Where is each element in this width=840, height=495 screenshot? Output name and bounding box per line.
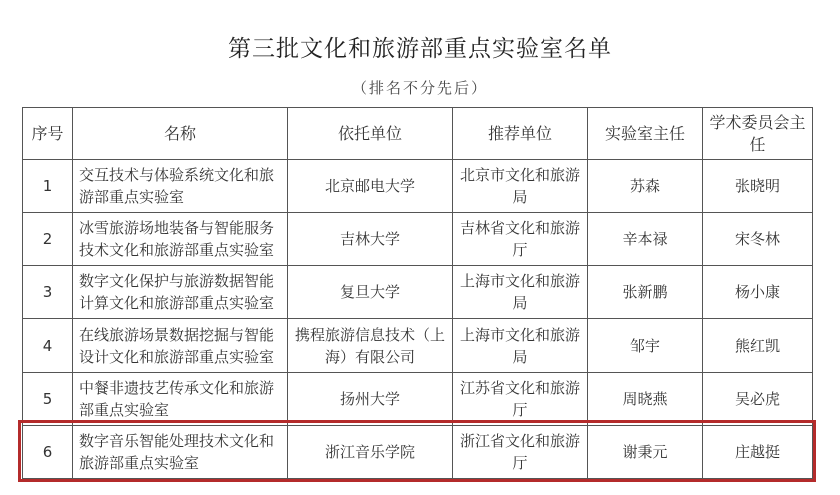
cell-director: 张新鹏 [588, 266, 703, 319]
cell-host: 吉林大学 [288, 213, 453, 266]
cell-no: 3 [23, 266, 73, 319]
cell-committee: 庄越挺 [703, 425, 813, 478]
lab-list-table [22, 107, 813, 479]
cell-committee: 吴必虎 [703, 372, 813, 425]
table-row [23, 213, 813, 266]
table-row [23, 319, 813, 372]
table-row [23, 372, 813, 425]
cell-host: 扬州大学 [288, 372, 453, 425]
cell-director: 辛本禄 [588, 213, 703, 266]
cell-name: 交互技术与体验系统文化和旅游部重点实验室 [73, 160, 288, 213]
cell-director: 邹宇 [588, 319, 703, 372]
cell-host: 北京邮电大学 [288, 160, 453, 213]
header-director: 实验室主任 [588, 108, 703, 160]
cell-name: 在线旅游场景数据挖掘与智能设计文化和旅游部重点实验室 [73, 319, 288, 372]
cell-no: 4 [23, 319, 73, 372]
cell-no: 2 [23, 213, 73, 266]
cell-recommender: 北京市文化和旅游局 [453, 160, 588, 213]
cell-host: 复旦大学 [288, 266, 453, 319]
cell-director: 谢秉元 [588, 425, 703, 478]
cell-name: 数字文化保护与旅游数据智能计算文化和旅游部重点实验室 [73, 266, 288, 319]
cell-recommender: 吉林省文化和旅游厅 [453, 213, 588, 266]
cell-director: 苏森 [588, 160, 703, 213]
cell-committee: 杨小康 [703, 266, 813, 319]
table-row-highlighted [23, 425, 813, 478]
cell-recommender: 江苏省文化和旅游厅 [453, 372, 588, 425]
cell-host: 携程旅游信息技术（上海）有限公司 [288, 319, 453, 372]
cell-committee: 宋冬林 [703, 213, 813, 266]
cell-no: 6 [23, 425, 73, 478]
cell-recommender: 浙江省文化和旅游厅 [453, 425, 588, 478]
cell-recommender: 上海市文化和旅游局 [453, 319, 588, 372]
table-row [23, 266, 813, 319]
cell-name: 中餐非遗技艺传承文化和旅游部重点实验室 [73, 372, 288, 425]
cell-name: 冰雪旅游场地装备与智能服务技术文化和旅游部重点实验室 [73, 213, 288, 266]
cell-committee: 张晓明 [703, 160, 813, 213]
header-no: 序号 [23, 108, 73, 160]
page-title: 第三批文化和旅游部重点实验室名单 [228, 36, 612, 62]
cell-recommender: 上海市文化和旅游局 [453, 266, 588, 319]
cell-no: 5 [23, 372, 73, 425]
table-header-row [23, 108, 813, 160]
page-subtitle: （排名不分先后） [351, 79, 488, 97]
header-committee: 学术委员会主任 [703, 108, 813, 160]
cell-director: 周晓燕 [588, 372, 703, 425]
header-name: 名称 [73, 108, 288, 160]
header-host: 依托单位 [288, 108, 453, 160]
cell-no: 1 [23, 160, 73, 213]
cell-committee: 熊红凯 [703, 319, 813, 372]
table-row [23, 160, 813, 213]
header-recommender: 推荐单位 [453, 108, 588, 160]
cell-name: 数字音乐智能处理技术文化和旅游部重点实验室 [73, 425, 288, 478]
cell-host: 浙江音乐学院 [288, 425, 453, 478]
